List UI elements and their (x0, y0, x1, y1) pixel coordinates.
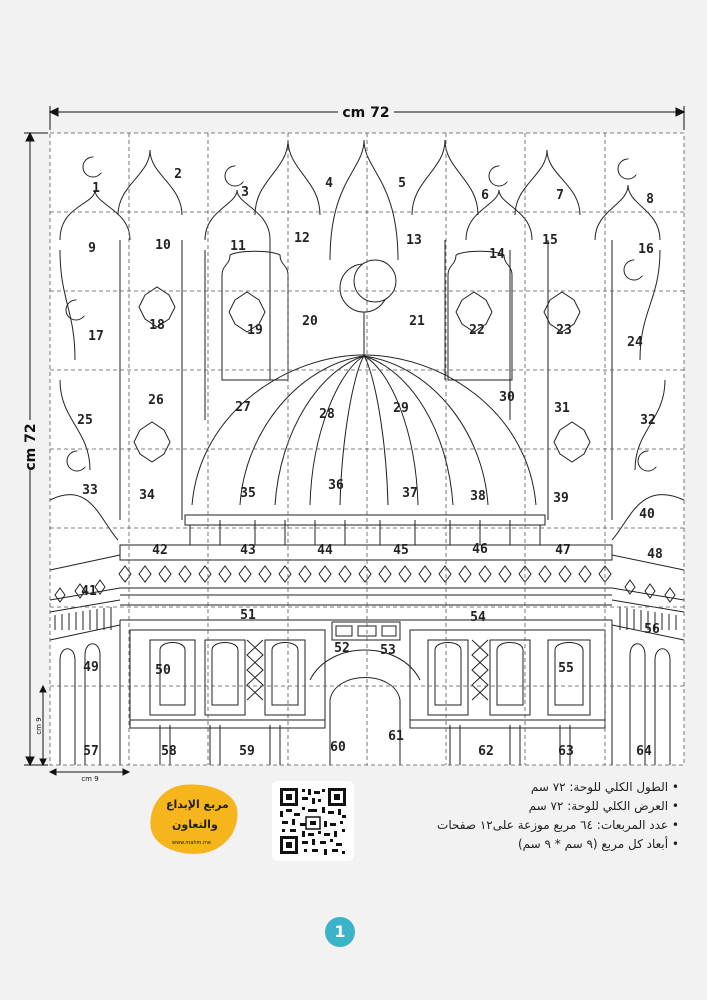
square-number: 25 (77, 413, 93, 428)
qr-code[interactable] (272, 781, 354, 861)
square-number: 31 (554, 401, 570, 416)
square-number: 13 (406, 233, 422, 248)
square-number: 61 (388, 729, 404, 744)
square-number: 17 (88, 329, 104, 344)
square-number: 21 (409, 314, 425, 329)
square-number: 33 (82, 483, 98, 498)
square-number: 48 (647, 547, 663, 562)
square-number: 57 (83, 744, 99, 759)
square-number: 2 (174, 167, 182, 182)
square-number: 30 (499, 390, 515, 405)
square-number: 19 (247, 323, 263, 338)
square-number: 3 (241, 185, 249, 200)
square-height-label: cm 9 (35, 717, 43, 735)
square-width-label: cm 9 (81, 775, 99, 783)
square-number: 43 (240, 543, 256, 558)
square-number: 37 (402, 486, 418, 501)
square-number: 36 (328, 478, 344, 493)
square-number: 53 (380, 643, 396, 658)
page-number-badge: 1 (325, 917, 355, 947)
square-number: 16 (638, 242, 654, 257)
square-number: 63 (558, 744, 574, 759)
square-number: 59 (239, 744, 255, 759)
square-number: 18 (149, 318, 165, 333)
left-dimension-label: cm 72 (23, 423, 39, 471)
qr-code-icon (272, 781, 354, 861)
square-number: 44 (317, 543, 333, 558)
square-number: 26 (148, 393, 164, 408)
square-number: 5 (398, 176, 406, 191)
square-number: 15 (542, 233, 558, 248)
square-number: 12 (294, 231, 310, 246)
logo-url: www.mahm.me (172, 840, 211, 846)
square-number: 52 (334, 641, 350, 656)
square-number: 41 (81, 584, 97, 599)
square-number: 14 (489, 247, 505, 262)
square-number: 49 (83, 660, 99, 675)
top-dimension-label: cm 72 (342, 105, 390, 121)
square-number: 60 (330, 740, 346, 755)
square-number: 22 (469, 323, 485, 338)
square-number: 9 (88, 241, 96, 256)
square-number: 28 (319, 407, 335, 422)
square-number: 46 (472, 542, 488, 557)
brand-logo (150, 780, 240, 860)
info-total-length: • الطول الكلي للوحة: ٧٢ سم (437, 778, 679, 797)
square-number: 10 (155, 238, 171, 253)
square-number: 50 (155, 663, 171, 678)
logo-line-1: مربع الإبداع (166, 798, 229, 811)
info-square-count: • عدد المربعات: ٦٤ مربع موزعة على١٢ صفحات (437, 816, 679, 835)
square-number: 1 (92, 181, 100, 196)
square-number: 39 (553, 491, 569, 506)
square-number: 47 (555, 543, 571, 558)
square-number: 54 (470, 610, 486, 625)
square-number: 64 (636, 744, 652, 759)
square-number: 58 (161, 744, 177, 759)
square-number: 38 (470, 489, 486, 504)
square-number: 51 (240, 608, 256, 623)
square-number: 32 (640, 413, 656, 428)
square-number: 6 (481, 188, 489, 203)
square-number: 35 (240, 486, 256, 501)
square-number: 62 (478, 744, 494, 759)
square-number: 7 (556, 188, 564, 203)
logo-line-2: والتعاون (172, 818, 218, 831)
board-info-list (437, 778, 679, 854)
square-number: 55 (558, 661, 574, 676)
info-square-size: • أبعاد كل مربع (٩ سم * ٩ سم) (437, 835, 679, 854)
square-number: 56 (644, 622, 660, 637)
square-number: 34 (139, 488, 155, 503)
square-number: 29 (393, 401, 409, 416)
square-number: 23 (556, 323, 572, 338)
square-number: 11 (230, 239, 246, 254)
square-number: 42 (152, 543, 168, 558)
square-number: 27 (235, 400, 251, 415)
info-total-width: • العرض الكلي للوحة: ٧٢ سم (437, 797, 679, 816)
square-number: 8 (646, 192, 654, 207)
square-number: 24 (627, 335, 643, 350)
square-number: 4 (325, 176, 333, 191)
square-number: 40 (639, 507, 655, 522)
square-number: 45 (393, 543, 409, 558)
square-number: 20 (302, 314, 318, 329)
